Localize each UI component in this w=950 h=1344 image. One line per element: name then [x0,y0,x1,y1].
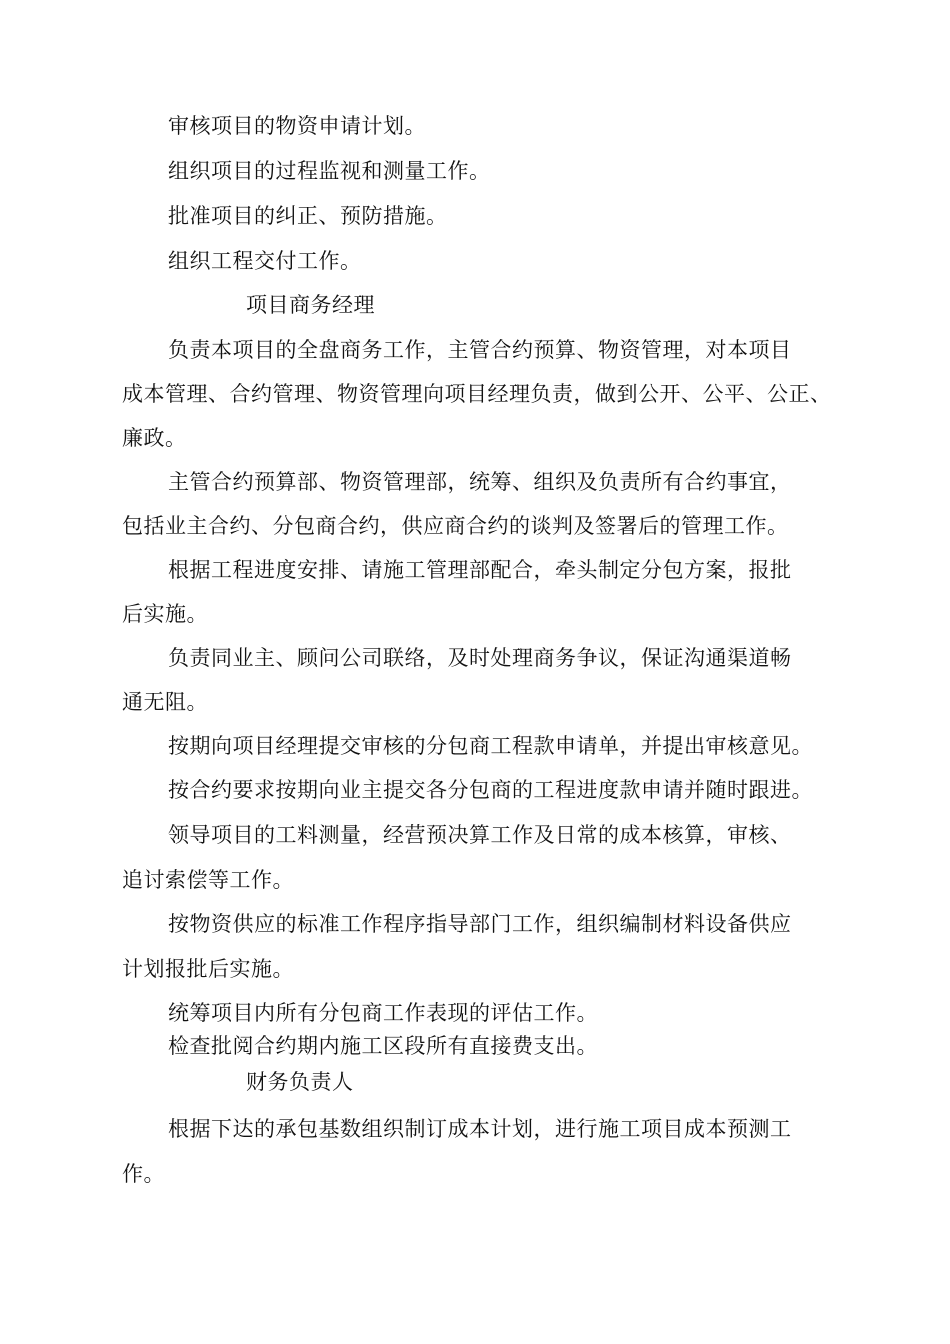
paragraph-line: 后实施。 [122,602,208,626]
paragraph-line: 根据工程进度安排、请施工管理部配合，牵头制定分包方案，报批 [168,558,792,582]
paragraph-line: 负责本项目的全盘商务工作，主管合约预算、物资管理，对本项目 [168,338,792,362]
paragraph-line: 领导项目的工料测量，经营预决算工作及日常的成本核算，审核、 [168,823,792,847]
paragraph-line: 组织项目的过程监视和测量工作。 [168,159,491,183]
paragraph-line: 包括业主合约、分包商合约，供应商合约的谈判及签署后的管理工作。 [122,514,789,538]
paragraph-line: 计划报批后实施。 [122,957,294,981]
paragraph-line: 统筹项目内所有分包商工作表现的评估工作。 [168,1001,598,1025]
section-heading: 财务负责人 [246,1070,354,1094]
paragraph-line: 主管合约预算部、物资管理部，统筹、组织及负责所有合约事宜， [168,470,792,494]
paragraph-line: 按物资供应的标准工作程序指导部门工作，组织编制材料设备供应 [168,912,792,936]
section-heading: 项目商务经理 [246,293,375,317]
paragraph-line: 根据下达的承包基数组织制订成本计划，进行施工项目成本预测工 [168,1117,792,1141]
paragraph-line: 作。 [122,1162,165,1186]
paragraph-line: 按期向项目经理提交审核的分包商工程款申请单，并提出审核意见。 [168,734,813,758]
paragraph-line: 通无阻。 [122,690,208,714]
paragraph-line: 检查批阅合约期内施工区段所有直接费支出。 [168,1034,598,1058]
paragraph-line: 廉政。 [122,426,187,450]
paragraph-line: 追讨索偿等工作。 [122,868,294,892]
paragraph-line: 成本管理、合约管理、物资管理向项目经理负责，做到公开、公平、公正、 [122,382,832,406]
paragraph-line: 按合约要求按期向业主提交各分包商的工程进度款申请并随时跟进。 [168,778,813,802]
paragraph-line: 批准项目的纠正、预防措施。 [168,204,448,228]
paragraph-line: 审核项目的物资申请计划。 [168,114,426,138]
paragraph-line: 组织工程交付工作。 [168,249,362,273]
paragraph-line: 负责同业主、顾问公司联络，及时处理商务争议，保证沟通渠道畅 [168,646,792,670]
